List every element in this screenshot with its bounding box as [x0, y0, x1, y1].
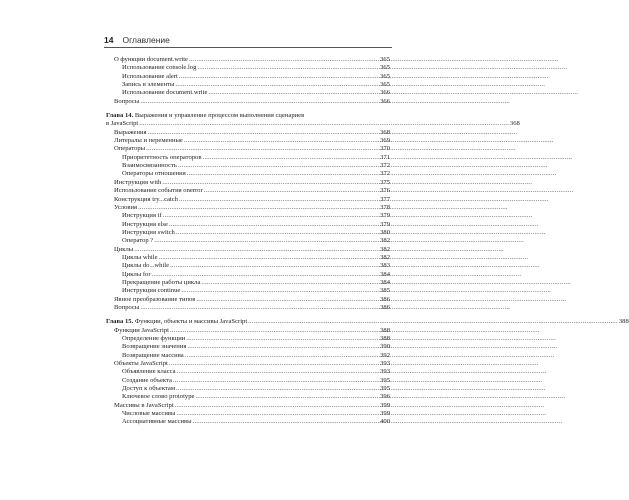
- toc-entry[interactable]: [106, 137, 390, 145]
- toc-entry-title: Операторы: [114, 145, 146, 153]
- toc-entry-title: Объекты JavaScript: [114, 360, 168, 368]
- toc-entry-title: Создание объекта: [122, 376, 172, 384]
- toc-entry-title: Ключевое слово prototype: [122, 393, 195, 401]
- toc-entry-title: Инструкция else: [122, 220, 168, 228]
- toc-entry[interactable]: [106, 221, 390, 229]
- toc-entry-title: Возвращение массива: [122, 351, 184, 359]
- toc-entry[interactable]: [106, 179, 390, 187]
- dot-leader: [169, 221, 379, 229]
- toc-entry-page: 369: [380, 137, 390, 145]
- toc-entry-page: 399: [380, 410, 390, 418]
- toc-entry-page: 379: [380, 212, 390, 220]
- toc-entry-page: 372: [380, 170, 390, 178]
- toc-entry-page: 388: [380, 335, 390, 342]
- toc-entry[interactable]: [106, 360, 390, 368]
- toc-entry-title: Инструкция switch: [122, 228, 175, 236]
- toc-entry[interactable]: [106, 145, 390, 153]
- toc-entry[interactable]: [106, 377, 390, 385]
- dot-leader: [187, 343, 379, 351]
- dot-leader: [170, 262, 379, 270]
- toc-entry-page: 386: [380, 303, 390, 311]
- dot-leader: [177, 368, 380, 376]
- toc-entry[interactable]: [106, 254, 390, 262]
- toc-entry-page: 385: [380, 287, 390, 295]
- toc-entry-page: 365: [380, 81, 390, 89]
- dot-leader: [140, 304, 379, 312]
- chapter-14-label: Глава 14.: [106, 112, 134, 120]
- toc-entry-page: 396: [380, 393, 390, 401]
- page-header: [104, 31, 392, 45]
- toc-entry-title: Конструкция try...catch: [114, 195, 178, 203]
- toc-entry-title: Объявление класса: [122, 368, 176, 376]
- toc-entry[interactable]: [106, 98, 390, 106]
- toc-entry-title: Вопросы: [114, 303, 140, 311]
- toc-entry-title: Числовые массивы: [122, 410, 176, 418]
- toc-entry-page: 365: [380, 64, 390, 72]
- toc-entry-page: 395: [380, 385, 390, 393]
- chapter-14-title-line1: Выражения и управление процессом выполнения сценариев: [134, 112, 305, 120]
- toc-entry[interactable]: [106, 64, 390, 72]
- toc-entry-page: 371: [380, 153, 390, 161]
- toc-entry[interactable]: [106, 56, 390, 64]
- toc-entry-title: Использование document.write: [122, 89, 208, 97]
- toc-entry-title: Доступ к объектам: [122, 385, 176, 393]
- dot-leader: [181, 287, 379, 295]
- toc-entry-page: 392: [380, 351, 390, 359]
- chapter-15-title: Функции, объекты и массивы JavaScript: [134, 318, 248, 326]
- chapter-15-label: Глава 15.: [106, 318, 134, 326]
- toc-entry-title: Циклы do...while: [122, 262, 170, 270]
- toc-entry[interactable]: [106, 335, 390, 343]
- page-number: 14: [104, 35, 114, 45]
- chapter-14: [106, 112, 520, 312]
- toc-entry[interactable]: [106, 73, 390, 81]
- toc-entry[interactable]: [106, 393, 390, 401]
- toc-entry-title: Определение функции: [122, 335, 186, 342]
- toc-entry[interactable]: [106, 204, 390, 212]
- dot-leader: [202, 154, 379, 162]
- toc-entry-page: 378: [380, 203, 390, 211]
- dot-leader: [154, 237, 379, 245]
- dot-leader: [152, 271, 380, 279]
- running-title: Оглавление: [122, 35, 170, 45]
- toc-entry-page: 365: [380, 56, 390, 63]
- toc-entry-page: 395: [380, 376, 390, 384]
- toc-entry-page: 400: [380, 418, 390, 426]
- toc-entry-title: Ассоциативные массивы: [122, 418, 192, 426]
- toc-entry[interactable]: [106, 196, 390, 204]
- toc-entry-title: Прекращение работы цикла: [122, 278, 201, 286]
- dot-leader: [138, 204, 379, 212]
- toc-entry-page: 366: [380, 97, 390, 105]
- toc-entry-title: Циклы: [114, 245, 134, 253]
- toc-entry-title: Условия: [114, 203, 138, 211]
- toc-entry-page: 393: [380, 368, 390, 376]
- chapter-15-heading: [106, 318, 629, 326]
- table-of-contents: [106, 56, 629, 427]
- chapter-14-title-line2: в JavaScript: [106, 120, 139, 128]
- dot-leader: [196, 296, 379, 304]
- dot-leader: [179, 196, 379, 204]
- dot-leader: [187, 170, 379, 178]
- dot-leader: [134, 246, 379, 254]
- dot-leader: [175, 81, 379, 89]
- dot-leader: [201, 279, 379, 287]
- dot-leader: [176, 229, 379, 237]
- toc-entry[interactable]: [106, 327, 390, 335]
- toc-entry-page: 386: [380, 295, 390, 303]
- dot-leader: [148, 129, 380, 137]
- toc-entry-title: Оператор ?: [122, 237, 154, 245]
- dot-leader: [169, 360, 379, 368]
- toc-entry[interactable]: [106, 279, 390, 287]
- toc-entry-page: 382: [380, 253, 390, 261]
- dot-leader: [195, 393, 379, 401]
- toc-entry[interactable]: [106, 229, 390, 237]
- toc-entry-page: 380: [380, 228, 390, 236]
- toc-entry-page: 368: [380, 128, 390, 136]
- toc-entry-title: Инструкция with: [114, 178, 162, 186]
- toc-entry-page: 382: [380, 237, 390, 245]
- toc-entry-title: Инструкция continue: [122, 287, 181, 295]
- toc-entry-page: 372: [380, 162, 390, 170]
- chapter-15-entries: [106, 327, 390, 427]
- toc-entry-page: 384: [380, 270, 390, 278]
- dot-leader: [162, 179, 379, 187]
- dot-leader: [173, 377, 379, 385]
- toc-entry[interactable]: [106, 246, 390, 254]
- toc-entry-page: 365: [380, 72, 390, 80]
- toc-entry-page: 377: [380, 195, 390, 203]
- toc-entry-page: 388: [380, 326, 390, 334]
- toc-entry-page: 366: [380, 89, 390, 97]
- dot-leader: [170, 327, 379, 335]
- dot-leader: [179, 73, 379, 81]
- toc-entry[interactable]: [106, 368, 390, 376]
- toc-entry-title: Использование alert: [122, 72, 178, 80]
- dot-leader: [208, 89, 379, 97]
- chapter-15: [106, 318, 629, 426]
- chapter-14-heading: [106, 112, 520, 129]
- chapter-14-page: 368: [509, 120, 520, 128]
- toc-entry-title: Функции JavaScript: [114, 326, 169, 334]
- toc-entry[interactable]: [106, 287, 390, 295]
- toc-entry[interactable]: [106, 129, 390, 137]
- toc-entry-page: 376: [380, 187, 390, 195]
- toc-entry[interactable]: [106, 296, 390, 304]
- header-rule: [104, 47, 392, 48]
- toc-entry-page: 383: [380, 262, 390, 270]
- toc-entry[interactable]: [106, 89, 390, 97]
- dot-leader: [159, 254, 380, 262]
- dot-leader: [139, 120, 509, 128]
- toc-entry-title: Возвращение значения: [122, 343, 187, 351]
- toc-entry-title: Использование события onerror: [114, 187, 203, 195]
- dot-leader: [140, 98, 379, 106]
- dot-leader: [176, 410, 379, 418]
- toc-entry-title: Использование console.log: [122, 64, 197, 72]
- dot-leader: [185, 352, 379, 360]
- toc-entry[interactable]: [106, 343, 390, 351]
- toc-entry-page: 390: [380, 343, 390, 351]
- chapter-15-page: 388: [618, 318, 629, 326]
- toc-entry-page: 399: [380, 401, 390, 409]
- dot-leader: [189, 56, 379, 64]
- toc-entry-title: Вопросы: [114, 97, 140, 105]
- toc-entry[interactable]: [106, 212, 390, 220]
- dot-leader: [176, 385, 379, 393]
- dot-leader: [184, 137, 379, 145]
- dot-leader: [186, 335, 379, 343]
- toc-entry[interactable]: [106, 154, 390, 162]
- toc-entry[interactable]: [106, 81, 390, 89]
- toc-entry-title: Запись в элементы: [122, 81, 175, 89]
- toc-entry-title: О функции document.write: [114, 56, 188, 63]
- toc-entry[interactable]: [106, 237, 390, 245]
- toc-entry[interactable]: [106, 402, 390, 410]
- toc-entry[interactable]: [106, 187, 390, 195]
- toc-entry-title: Циклы while: [122, 253, 158, 261]
- dot-leader: [204, 187, 379, 195]
- toc-entry[interactable]: [106, 170, 390, 178]
- dot-leader: [163, 212, 379, 220]
- toc-entry-page: 393: [380, 360, 390, 368]
- toc-entry[interactable]: [106, 418, 390, 426]
- toc-top-list: [106, 56, 390, 106]
- toc-entry-title: Циклы for: [122, 270, 151, 278]
- dot-leader: [193, 418, 380, 426]
- toc-entry-title: Приоритетность операторов: [122, 153, 202, 161]
- chapter-14-entries: [106, 129, 390, 313]
- dot-leader: [248, 318, 618, 326]
- dot-leader: [175, 402, 380, 410]
- toc-entry-title: Инструкция if: [122, 212, 162, 220]
- toc-entry-title: Массивы в JavaScript: [114, 401, 174, 409]
- dot-leader: [197, 64, 379, 72]
- toc-entry-page: 379: [380, 220, 390, 228]
- toc-entry-page: 382: [380, 245, 390, 253]
- toc-entry[interactable]: [106, 271, 390, 279]
- toc-entry-page: 375: [380, 178, 390, 186]
- toc-entry-page: 370: [380, 145, 390, 153]
- toc-entry-title: Выражения: [114, 128, 147, 136]
- toc-entry-page: 384: [380, 278, 390, 286]
- toc-entry[interactable]: [106, 352, 390, 360]
- toc-entry-title: Явное преобразование типов: [114, 295, 196, 303]
- toc-entry[interactable]: [106, 410, 390, 418]
- toc-entry[interactable]: [106, 262, 390, 270]
- toc-entry-title: Литералы и переменные: [114, 137, 183, 145]
- toc-entry-title: Операторы отношения: [122, 170, 186, 178]
- dot-leader: [178, 162, 379, 170]
- toc-entry[interactable]: [106, 304, 390, 312]
- toc-entry[interactable]: [106, 385, 390, 393]
- dot-leader: [146, 145, 379, 153]
- toc-entry[interactable]: [106, 162, 390, 170]
- toc-entry-title: Взаимосвязанность: [122, 162, 177, 170]
